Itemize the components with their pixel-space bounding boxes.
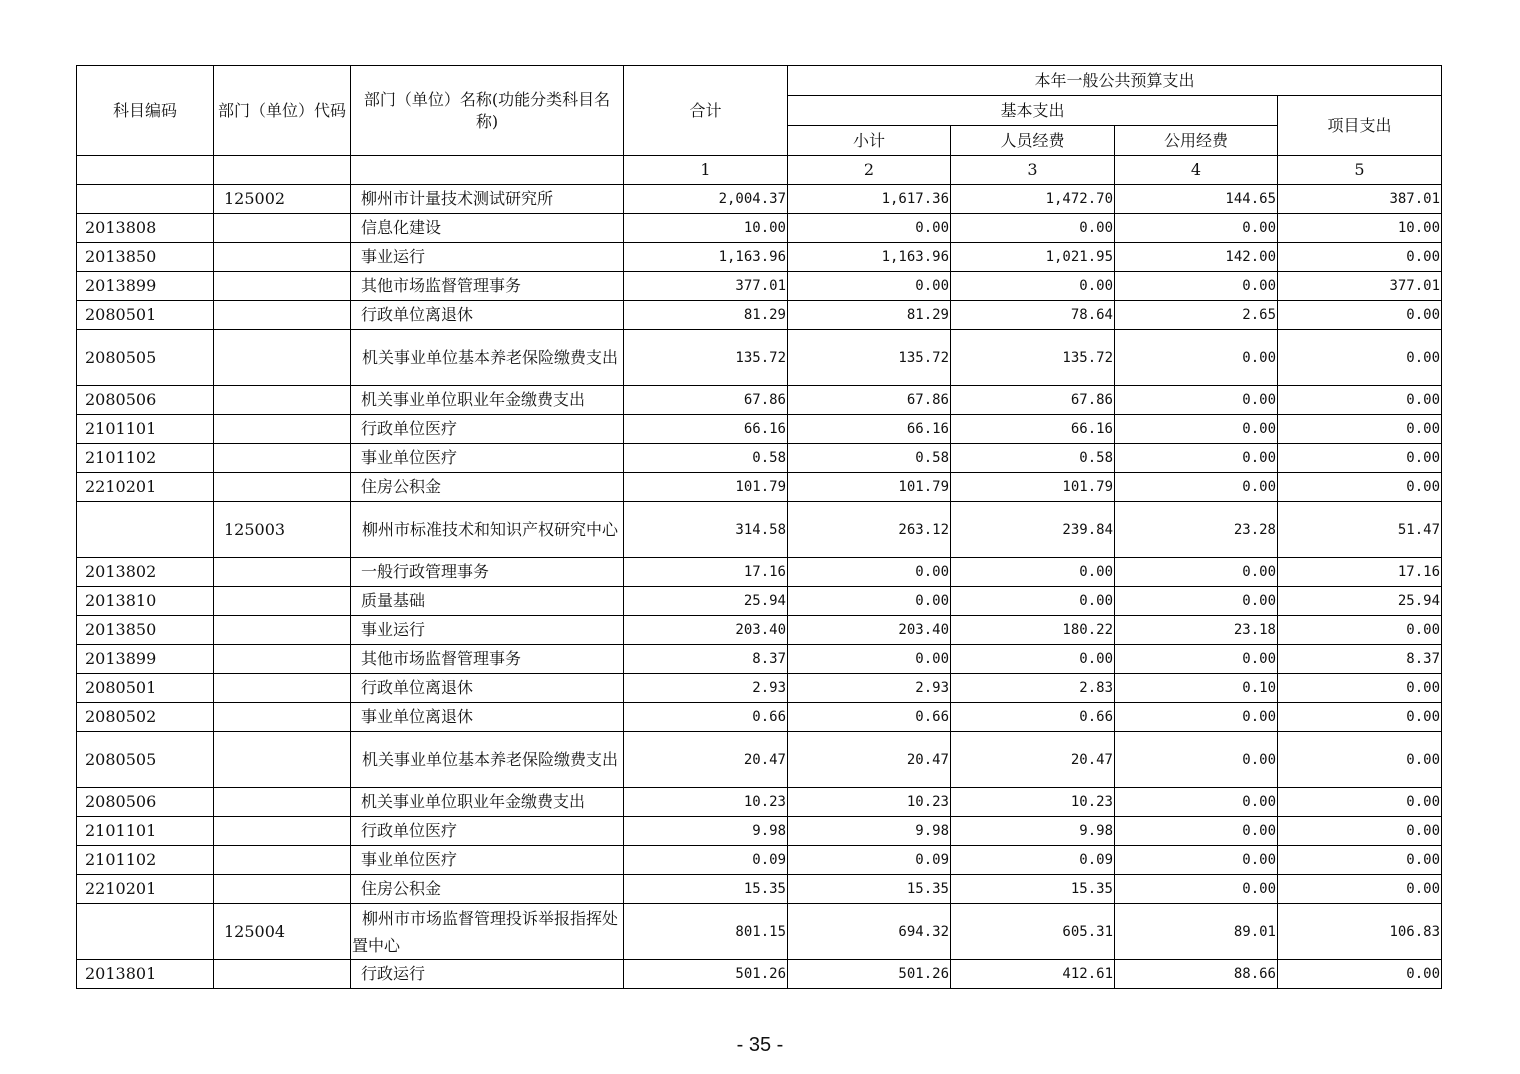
cell-code: 2080505 bbox=[77, 732, 214, 788]
cell-project: 0.00 bbox=[1278, 788, 1442, 817]
cell-dept-code bbox=[214, 703, 351, 732]
cell-name: 机关事业单位基本养老保险缴费支出 bbox=[351, 732, 624, 788]
cell-personnel: 1,021.95 bbox=[951, 243, 1115, 272]
cell-dept-code bbox=[214, 473, 351, 502]
cell-public: 0.00 bbox=[1115, 444, 1278, 473]
cell-code: 2080506 bbox=[77, 788, 214, 817]
cell-code: 2101101 bbox=[77, 817, 214, 846]
cell-subtotal: 1,617.36 bbox=[788, 185, 951, 214]
cell-dept-code bbox=[214, 444, 351, 473]
table-row bbox=[77, 473, 1442, 502]
cell-subtotal: 2.93 bbox=[788, 674, 951, 703]
cell-project: 0.00 bbox=[1278, 386, 1442, 415]
cell-code bbox=[77, 502, 214, 558]
cell-name: 事业运行 bbox=[351, 243, 624, 272]
cell-personnel: 66.16 bbox=[951, 415, 1115, 444]
cell-public: 0.00 bbox=[1115, 214, 1278, 243]
cell-personnel: 67.86 bbox=[951, 386, 1115, 415]
table-row bbox=[77, 674, 1442, 703]
cell-project: 0.00 bbox=[1278, 243, 1442, 272]
cell-public: 0.00 bbox=[1115, 473, 1278, 502]
table-row bbox=[77, 415, 1442, 444]
cell-code: 2080506 bbox=[77, 386, 214, 415]
cell-dept-code bbox=[214, 214, 351, 243]
table-row bbox=[77, 703, 1442, 732]
cell-name: 事业运行 bbox=[351, 616, 624, 645]
cell-dept-code bbox=[214, 587, 351, 616]
cell-personnel: 0.00 bbox=[951, 558, 1115, 587]
cell-total: 10.00 bbox=[624, 214, 788, 243]
cell-public: 144.65 bbox=[1115, 185, 1278, 214]
cell-code: 2101102 bbox=[77, 846, 214, 875]
cell-name: 机关事业单位职业年金缴费支出 bbox=[351, 386, 624, 415]
header-index-3: 3 bbox=[951, 156, 1115, 185]
cell-project: 0.00 bbox=[1278, 473, 1442, 502]
cell-personnel: 0.00 bbox=[951, 587, 1115, 616]
cell-code: 2210201 bbox=[77, 875, 214, 904]
cell-total: 2.93 bbox=[624, 674, 788, 703]
cell-dept-code bbox=[214, 386, 351, 415]
cell-public: 2.65 bbox=[1115, 301, 1278, 330]
cell-name: 行政单位医疗 bbox=[351, 415, 624, 444]
table-body bbox=[77, 185, 1442, 989]
cell-total: 66.16 bbox=[624, 415, 788, 444]
cell-dept-code: 125003 bbox=[214, 502, 351, 558]
cell-personnel: 2.83 bbox=[951, 674, 1115, 703]
cell-subtotal: 0.58 bbox=[788, 444, 951, 473]
cell-public: 0.00 bbox=[1115, 386, 1278, 415]
header-dept-name: 部门（单位）名称(功能分类科目名称) bbox=[351, 66, 624, 156]
cell-project: 51.47 bbox=[1278, 502, 1442, 558]
cell-personnel: 412.61 bbox=[951, 960, 1115, 989]
header-blank-cell bbox=[214, 156, 351, 185]
cell-name: 事业单位医疗 bbox=[351, 444, 624, 473]
cell-total: 0.09 bbox=[624, 846, 788, 875]
cell-subtotal: 0.00 bbox=[788, 214, 951, 243]
cell-name: 住房公积金 bbox=[351, 875, 624, 904]
cell-name: 一般行政管理事务 bbox=[351, 558, 624, 587]
cell-code: 2013802 bbox=[77, 558, 214, 587]
cell-public: 0.00 bbox=[1115, 645, 1278, 674]
cell-code: 2013850 bbox=[77, 243, 214, 272]
cell-total: 0.66 bbox=[624, 703, 788, 732]
cell-public: 0.00 bbox=[1115, 817, 1278, 846]
header-index-1: 1 bbox=[624, 156, 788, 185]
cell-name: 信息化建设 bbox=[351, 214, 624, 243]
cell-dept-code bbox=[214, 817, 351, 846]
cell-subtotal: 135.72 bbox=[788, 330, 951, 386]
cell-personnel: 0.09 bbox=[951, 846, 1115, 875]
cell-name: 质量基础 bbox=[351, 587, 624, 616]
cell-subtotal: 203.40 bbox=[788, 616, 951, 645]
cell-personnel: 239.84 bbox=[951, 502, 1115, 558]
cell-dept-code bbox=[214, 301, 351, 330]
cell-dept-code bbox=[214, 732, 351, 788]
cell-total: 2,004.37 bbox=[624, 185, 788, 214]
cell-project: 0.00 bbox=[1278, 732, 1442, 788]
cell-code: 2101101 bbox=[77, 415, 214, 444]
cell-personnel: 20.47 bbox=[951, 732, 1115, 788]
cell-personnel: 0.00 bbox=[951, 272, 1115, 301]
cell-public: 23.18 bbox=[1115, 616, 1278, 645]
cell-subtotal: 20.47 bbox=[788, 732, 951, 788]
cell-code: 2080501 bbox=[77, 301, 214, 330]
table-row bbox=[77, 616, 1442, 645]
cell-subtotal: 66.16 bbox=[788, 415, 951, 444]
cell-public: 0.00 bbox=[1115, 846, 1278, 875]
header-public: 公用经费 bbox=[1115, 126, 1278, 156]
cell-code: 2080501 bbox=[77, 674, 214, 703]
budget-table bbox=[76, 65, 1442, 989]
cell-personnel: 101.79 bbox=[951, 473, 1115, 502]
cell-name: 事业单位医疗 bbox=[351, 846, 624, 875]
cell-personnel: 15.35 bbox=[951, 875, 1115, 904]
cell-total: 15.35 bbox=[624, 875, 788, 904]
cell-name: 柳州市标准技术和知识产权研究中心 bbox=[351, 502, 624, 558]
cell-project: 0.00 bbox=[1278, 415, 1442, 444]
cell-project: 387.01 bbox=[1278, 185, 1442, 214]
cell-dept-code bbox=[214, 674, 351, 703]
cell-personnel: 0.00 bbox=[951, 645, 1115, 674]
cell-dept-code: 125002 bbox=[214, 185, 351, 214]
header-total: 合计 bbox=[624, 66, 788, 156]
cell-name: 住房公积金 bbox=[351, 473, 624, 502]
table-row bbox=[77, 330, 1442, 386]
cell-dept-code bbox=[214, 272, 351, 301]
cell-code: 2101102 bbox=[77, 444, 214, 473]
cell-dept-code bbox=[214, 645, 351, 674]
cell-code: 2013850 bbox=[77, 616, 214, 645]
cell-name: 行政运行 bbox=[351, 960, 624, 989]
table-row bbox=[77, 846, 1442, 875]
cell-code: 2013801 bbox=[77, 960, 214, 989]
cell-personnel: 135.72 bbox=[951, 330, 1115, 386]
cell-project: 106.83 bbox=[1278, 904, 1442, 960]
table-row bbox=[77, 558, 1442, 587]
cell-dept-code bbox=[214, 243, 351, 272]
cell-total: 0.58 bbox=[624, 444, 788, 473]
cell-code bbox=[77, 904, 214, 960]
cell-dept-code bbox=[214, 960, 351, 989]
table-row bbox=[77, 732, 1442, 788]
header-index-4: 4 bbox=[1115, 156, 1278, 185]
cell-subtotal: 1,163.96 bbox=[788, 243, 951, 272]
table-row bbox=[77, 960, 1442, 989]
cell-project: 0.00 bbox=[1278, 674, 1442, 703]
cell-public: 142.00 bbox=[1115, 243, 1278, 272]
header-blank-cell bbox=[351, 156, 624, 185]
header-personnel: 人员经费 bbox=[951, 126, 1115, 156]
cell-subtotal: 694.32 bbox=[788, 904, 951, 960]
table-row bbox=[77, 301, 1442, 330]
cell-personnel: 605.31 bbox=[951, 904, 1115, 960]
cell-total: 20.47 bbox=[624, 732, 788, 788]
cell-dept-code bbox=[214, 616, 351, 645]
cell-public: 0.00 bbox=[1115, 558, 1278, 587]
cell-subtotal: 101.79 bbox=[788, 473, 951, 502]
cell-personnel: 0.66 bbox=[951, 703, 1115, 732]
cell-public: 0.00 bbox=[1115, 587, 1278, 616]
cell-total: 8.37 bbox=[624, 645, 788, 674]
cell-public: 0.00 bbox=[1115, 330, 1278, 386]
cell-dept-code bbox=[214, 788, 351, 817]
cell-total: 10.23 bbox=[624, 788, 788, 817]
cell-personnel: 180.22 bbox=[951, 616, 1115, 645]
cell-name: 其他市场监督管理事务 bbox=[351, 272, 624, 301]
header-code: 科目编码 bbox=[77, 66, 214, 156]
cell-total: 203.40 bbox=[624, 616, 788, 645]
table-row bbox=[77, 214, 1442, 243]
cell-subtotal: 0.66 bbox=[788, 703, 951, 732]
cell-total: 314.58 bbox=[624, 502, 788, 558]
header-basic: 基本支出 bbox=[788, 96, 1278, 126]
cell-name: 柳州市市场监督管理投诉举报指挥处置中心 bbox=[351, 904, 624, 960]
cell-subtotal: 0.00 bbox=[788, 558, 951, 587]
cell-total: 377.01 bbox=[624, 272, 788, 301]
cell-project: 10.00 bbox=[1278, 214, 1442, 243]
cell-name: 其他市场监督管理事务 bbox=[351, 645, 624, 674]
table-row bbox=[77, 904, 1442, 960]
cell-total: 501.26 bbox=[624, 960, 788, 989]
cell-subtotal: 263.12 bbox=[788, 502, 951, 558]
cell-subtotal: 501.26 bbox=[788, 960, 951, 989]
cell-subtotal: 10.23 bbox=[788, 788, 951, 817]
cell-subtotal: 15.35 bbox=[788, 875, 951, 904]
cell-code: 2013899 bbox=[77, 645, 214, 674]
table-row bbox=[77, 272, 1442, 301]
table-row bbox=[77, 788, 1442, 817]
cell-project: 8.37 bbox=[1278, 645, 1442, 674]
cell-total: 801.15 bbox=[624, 904, 788, 960]
cell-code: 2013810 bbox=[77, 587, 214, 616]
cell-code bbox=[77, 185, 214, 214]
cell-project: 0.00 bbox=[1278, 875, 1442, 904]
table-row bbox=[77, 386, 1442, 415]
table-row bbox=[77, 817, 1442, 846]
cell-total: 25.94 bbox=[624, 587, 788, 616]
cell-public: 0.00 bbox=[1115, 788, 1278, 817]
cell-personnel: 1,472.70 bbox=[951, 185, 1115, 214]
table-row bbox=[77, 502, 1442, 558]
cell-dept-code bbox=[214, 558, 351, 587]
cell-subtotal: 0.09 bbox=[788, 846, 951, 875]
cell-total: 9.98 bbox=[624, 817, 788, 846]
header-blank-cell bbox=[77, 156, 214, 185]
cell-name: 机关事业单位职业年金缴费支出 bbox=[351, 788, 624, 817]
cell-subtotal: 9.98 bbox=[788, 817, 951, 846]
cell-subtotal: 0.00 bbox=[788, 645, 951, 674]
table-row bbox=[77, 243, 1442, 272]
cell-personnel: 10.23 bbox=[951, 788, 1115, 817]
cell-total: 81.29 bbox=[624, 301, 788, 330]
cell-project: 0.00 bbox=[1278, 444, 1442, 473]
table-header bbox=[77, 66, 1442, 185]
table-row bbox=[77, 875, 1442, 904]
table-row bbox=[77, 185, 1442, 214]
cell-public: 0.00 bbox=[1115, 415, 1278, 444]
cell-subtotal: 0.00 bbox=[788, 272, 951, 301]
cell-public: 0.00 bbox=[1115, 875, 1278, 904]
cell-project: 0.00 bbox=[1278, 330, 1442, 386]
cell-name: 行政单位离退休 bbox=[351, 674, 624, 703]
cell-total: 101.79 bbox=[624, 473, 788, 502]
cell-subtotal: 67.86 bbox=[788, 386, 951, 415]
table-row bbox=[77, 444, 1442, 473]
cell-code: 2080502 bbox=[77, 703, 214, 732]
cell-name: 柳州市计量技术测试研究所 bbox=[351, 185, 624, 214]
cell-public: 0.00 bbox=[1115, 703, 1278, 732]
cell-project: 25.94 bbox=[1278, 587, 1442, 616]
cell-public: 23.28 bbox=[1115, 502, 1278, 558]
cell-total: 135.72 bbox=[624, 330, 788, 386]
cell-public: 0.00 bbox=[1115, 732, 1278, 788]
cell-dept-code bbox=[214, 875, 351, 904]
cell-code: 2013808 bbox=[77, 214, 214, 243]
table-row bbox=[77, 645, 1442, 674]
page-number: - 35 - bbox=[736, 1034, 784, 1056]
cell-project: 377.01 bbox=[1278, 272, 1442, 301]
cell-public: 0.00 bbox=[1115, 272, 1278, 301]
cell-total: 17.16 bbox=[624, 558, 788, 587]
cell-public: 88.66 bbox=[1115, 960, 1278, 989]
cell-code: 2013899 bbox=[77, 272, 214, 301]
cell-name: 事业单位离退休 bbox=[351, 703, 624, 732]
header-index-2: 2 bbox=[788, 156, 951, 185]
cell-dept-code bbox=[214, 846, 351, 875]
cell-project: 0.00 bbox=[1278, 703, 1442, 732]
cell-project: 0.00 bbox=[1278, 301, 1442, 330]
header-project: 项目支出 bbox=[1278, 96, 1442, 156]
header-group: 本年一般公共预算支出 bbox=[788, 66, 1442, 96]
cell-subtotal: 0.00 bbox=[788, 587, 951, 616]
cell-code: 2210201 bbox=[77, 473, 214, 502]
cell-project: 0.00 bbox=[1278, 616, 1442, 645]
cell-public: 89.01 bbox=[1115, 904, 1278, 960]
cell-dept-code bbox=[214, 330, 351, 386]
cell-project: 0.00 bbox=[1278, 817, 1442, 846]
cell-subtotal: 81.29 bbox=[788, 301, 951, 330]
cell-project: 0.00 bbox=[1278, 960, 1442, 989]
cell-code: 2080505 bbox=[77, 330, 214, 386]
cell-personnel: 0.58 bbox=[951, 444, 1115, 473]
header-dept-code: 部门（单位）代码 bbox=[214, 66, 351, 156]
cell-name: 行政单位医疗 bbox=[351, 817, 624, 846]
table-row bbox=[77, 587, 1442, 616]
cell-personnel: 0.00 bbox=[951, 214, 1115, 243]
header-subtotal: 小计 bbox=[788, 126, 951, 156]
cell-project: 17.16 bbox=[1278, 558, 1442, 587]
cell-total: 1,163.96 bbox=[624, 243, 788, 272]
cell-personnel: 78.64 bbox=[951, 301, 1115, 330]
header-index-5: 5 bbox=[1278, 156, 1442, 185]
cell-dept-code: 125004 bbox=[214, 904, 351, 960]
cell-dept-code bbox=[214, 415, 351, 444]
cell-total: 67.86 bbox=[624, 386, 788, 415]
cell-public: 0.10 bbox=[1115, 674, 1278, 703]
cell-name: 机关事业单位基本养老保险缴费支出 bbox=[351, 330, 624, 386]
cell-project: 0.00 bbox=[1278, 846, 1442, 875]
cell-personnel: 9.98 bbox=[951, 817, 1115, 846]
cell-name: 行政单位离退休 bbox=[351, 301, 624, 330]
